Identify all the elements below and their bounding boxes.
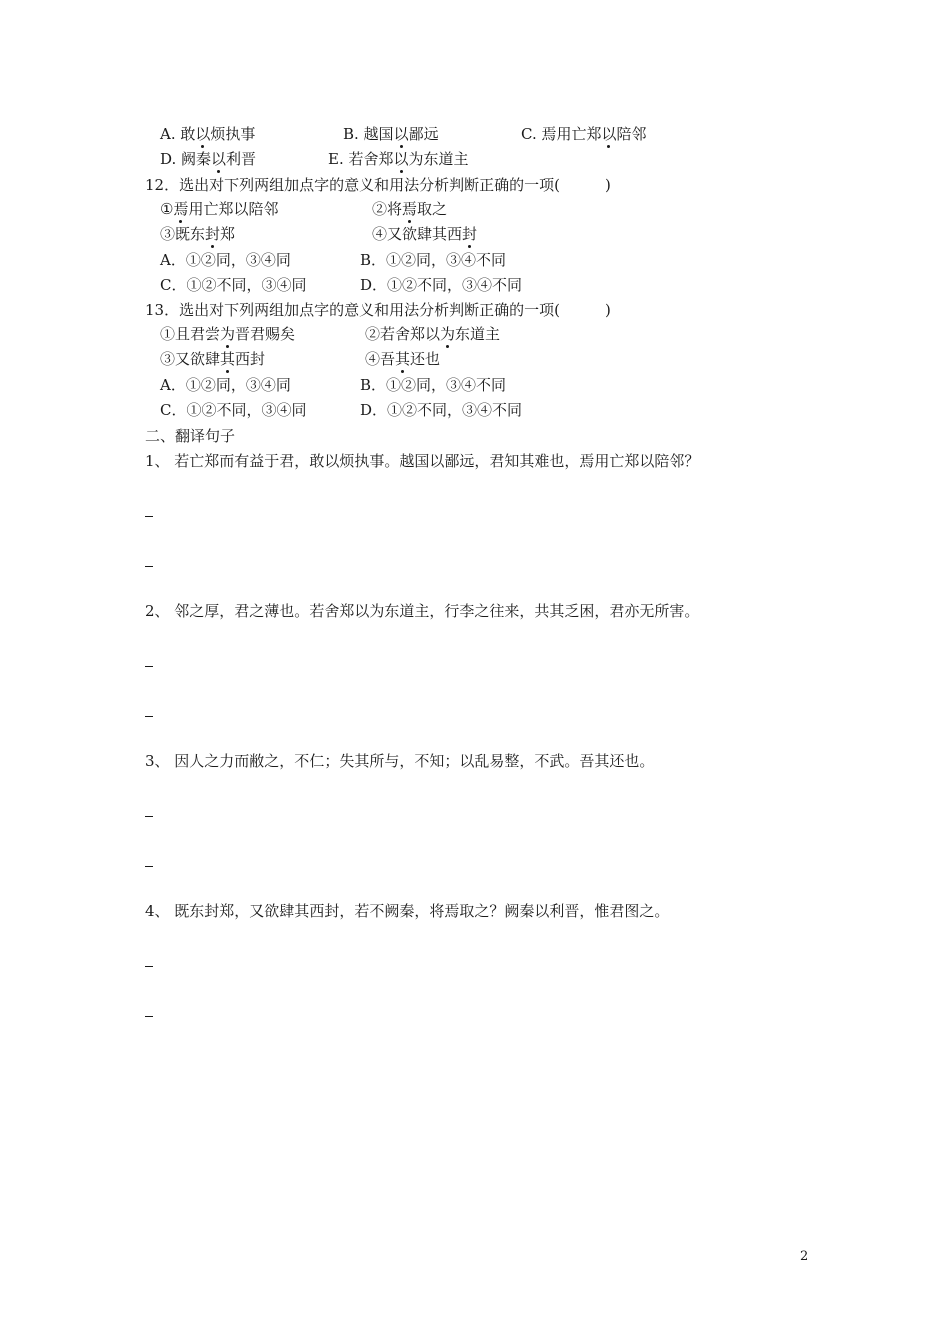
dotted-char: 焉 xyxy=(173,200,189,218)
item-text: ③又欲肆 xyxy=(160,350,221,368)
q11-option-e xyxy=(328,149,469,169)
q12-option-b: B．①②同，③④不同 xyxy=(360,251,507,269)
option-text: 利晋 xyxy=(226,150,257,168)
answer-blank-3b[interactable] xyxy=(145,866,153,867)
q13-option-a: A．①②同，③④同 xyxy=(160,376,291,394)
item-text: 取之 xyxy=(417,200,448,218)
option-text: A. 敢 xyxy=(160,125,196,143)
dotted-char: 以 xyxy=(601,125,617,143)
item-text: ① xyxy=(160,200,174,218)
answer-blank-3a[interactable] xyxy=(145,816,153,817)
q12-item-2 xyxy=(372,199,447,219)
dotted-char: 为 xyxy=(220,325,236,343)
dotted-char: 焉 xyxy=(402,200,418,218)
translation-sentence-3: 3、 因人之力而敝之，不仁；失其所与，不知；以乱易整，不武。吾其还也。 xyxy=(145,752,655,770)
dotted-char: 其 xyxy=(220,350,236,368)
q12-item-3 xyxy=(160,224,235,244)
answer-blank-1a[interactable] xyxy=(145,516,153,517)
answer-blank-4a[interactable] xyxy=(145,966,153,967)
q11-option-c xyxy=(521,124,647,144)
option-text: E. 若舍郑 xyxy=(328,150,394,168)
item-text: 东道主 xyxy=(455,325,501,343)
item-text: 西封 xyxy=(235,350,266,368)
q12-option-c: C．①②不同，③④同 xyxy=(160,276,307,294)
translation-sentence-2: 2、 邻之厚，君之薄也。若舍郑以为东道主，行李之往来，共其乏困，君亦无所害。 xyxy=(145,602,700,620)
option-text: B. 越国 xyxy=(343,125,394,143)
item-text: ④吾 xyxy=(365,350,396,368)
q13-item-1 xyxy=(160,324,295,344)
answer-blank-2a[interactable] xyxy=(145,666,153,667)
answer-blank-1b[interactable] xyxy=(145,566,153,567)
answer-blank-2b[interactable] xyxy=(145,716,153,717)
item-text: 郑 xyxy=(220,225,236,243)
item-text: ③既东 xyxy=(160,225,206,243)
dotted-char: 以 xyxy=(211,150,227,168)
dotted-char: 以 xyxy=(195,125,211,143)
q12-option-a: A．①②同，③④同 xyxy=(160,251,291,269)
q11-option-a xyxy=(160,124,255,144)
item-text: ②若舍郑以 xyxy=(365,325,441,343)
option-text: 鄙远 xyxy=(408,125,439,143)
q13-item-3 xyxy=(160,349,265,369)
q13-item-2 xyxy=(365,324,500,344)
q13-option-d: D．①②不同，③④不同 xyxy=(360,401,523,419)
q12-item-1 xyxy=(160,199,278,219)
q11-option-d xyxy=(160,149,256,169)
q13-option-b: B．①②同，③④不同 xyxy=(360,376,507,394)
option-text: 陪邻 xyxy=(616,125,647,143)
dotted-char: 以 xyxy=(393,125,409,143)
dotted-char: 为 xyxy=(440,325,456,343)
q12-option-d: D．①②不同，③④不同 xyxy=(360,276,523,294)
option-text: D. 阙秦 xyxy=(160,150,212,168)
translation-sentence-4: 4、 既东封郑，又欲肆其西封，若不阙秦，将焉取之？阙秦以利晋，惟君图之。 xyxy=(145,902,670,920)
section-heading: 二、翻译句子 xyxy=(145,427,236,445)
dotted-char: 封 xyxy=(462,225,478,243)
answer-blank-4b[interactable] xyxy=(145,1016,153,1017)
q11-option-b xyxy=(343,124,439,144)
dotted-char: 以 xyxy=(393,150,409,168)
q12-item-4 xyxy=(372,224,477,244)
item-text: 还也 xyxy=(410,350,441,368)
option-text: C. 焉用亡郑 xyxy=(521,125,602,143)
item-text: ④又欲肆其西 xyxy=(372,225,463,243)
option-text: 为东道主 xyxy=(408,150,469,168)
item-text: 晋君赐矣 xyxy=(235,325,296,343)
q12-stem: 12．选出对下列两组加点字的意义和用法分析判断正确的一项( ) xyxy=(145,176,611,194)
item-text: ②将 xyxy=(372,200,403,218)
option-text: 烦执事 xyxy=(210,125,256,143)
item-text: 用亡郑以陪邻 xyxy=(188,200,279,218)
q13-option-c: C．①②不同，③④同 xyxy=(160,401,307,419)
translation-sentence-1: 1、 若亡郑而有益于君，敢以烦执事。越国以鄙远，君知其难也，焉用亡郑以陪邻？ xyxy=(145,452,700,470)
q13-stem: 13．选出对下列两组加点字的意义和用法分析判断正确的一项( ) xyxy=(145,301,611,319)
q13-item-4 xyxy=(365,349,440,369)
dotted-char: 其 xyxy=(395,350,411,368)
dotted-char: 封 xyxy=(205,225,221,243)
item-text: ①且君尝 xyxy=(160,325,221,343)
page-number: 2 xyxy=(800,1249,809,1264)
